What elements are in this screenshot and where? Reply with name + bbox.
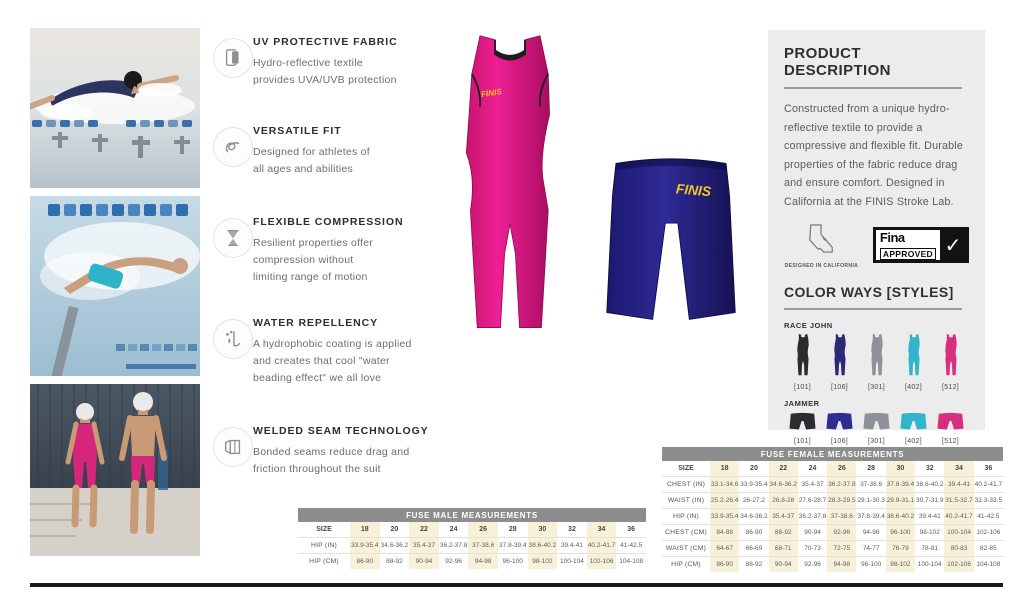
table-cell: 29.1-30.3	[856, 493, 885, 509]
table-cell: 28	[867, 465, 876, 472]
table-title: FUSE MALE MEASUREMENTS	[298, 508, 646, 522]
table-cell: 29.9-31.1	[886, 493, 915, 509]
jammer-thumb-icon	[937, 412, 964, 430]
table-cell: 24	[808, 465, 817, 472]
table-cell: CHEST (CM)	[662, 525, 710, 541]
underwater-swimmer-illustration	[30, 196, 200, 376]
feature-uv-protective-fabric	[213, 30, 441, 89]
table-cell: 35.4-37	[769, 509, 798, 525]
table-cell: HIP (IN)	[298, 538, 350, 554]
feature-welded-seam	[213, 419, 441, 478]
divider	[784, 87, 962, 89]
designed-in-caption: DESIGNED IN CALIFORNIA	[784, 263, 859, 269]
table-cell: 92-96	[439, 554, 469, 570]
feature-text: friction throughout the suit	[253, 463, 381, 475]
photo-two-athletes	[30, 384, 200, 556]
colorway-group-label: RACE JOHN	[784, 321, 833, 330]
table-cell: 66-69	[739, 541, 768, 557]
fina-wordmark: Fina	[879, 230, 905, 245]
feature-title: VERSATILE FIT	[253, 125, 342, 137]
table-cell: 90-94	[409, 554, 439, 570]
male-measurements-table	[298, 508, 646, 569]
style-code: [402]	[904, 384, 923, 391]
freestyle-swimmer-illustration	[30, 28, 200, 188]
table-cell: 34.6-36.2	[769, 477, 798, 493]
panel-title: PRODUCT DESCRIPTION	[784, 45, 891, 79]
colorway-swatch	[821, 334, 858, 391]
colorway-swatch	[784, 334, 821, 391]
table-cell: 38.6-40.2	[915, 477, 944, 493]
style-code: [301]	[867, 438, 886, 445]
table-header-row	[298, 522, 646, 538]
table-cell: 34	[944, 461, 973, 477]
colorway-swatch	[784, 412, 821, 445]
color-ways-section	[784, 321, 969, 445]
photo-underwater-swimmer	[30, 196, 200, 376]
feature-text: all ages and abilities	[253, 163, 354, 175]
checkmark-icon: ✓	[940, 230, 966, 260]
table-cell: 76-79	[886, 541, 915, 557]
kneeskin-thumb-icon	[867, 334, 887, 376]
style-code: [512]	[941, 384, 960, 391]
flex-ribbon-icon	[213, 127, 253, 167]
feature-flexible-compression	[213, 210, 441, 286]
table-title: FUSE FEMALE MEASUREMENTS	[662, 447, 1003, 461]
kneeskin-thumb-icon	[830, 334, 850, 376]
hourglass-compression-icon	[213, 218, 253, 258]
table-cell: 102-106	[587, 554, 617, 570]
colorway-swatch	[858, 412, 895, 445]
table-cell: 84-88	[710, 525, 739, 541]
table-row	[662, 493, 1003, 509]
table-cell: 33.9-35.4	[710, 509, 739, 525]
table-cell: 31.5-32.7	[944, 493, 973, 509]
photo-freestyle-swimmer	[30, 28, 200, 188]
colorway-swatch	[858, 334, 895, 391]
table-cell: 96-100	[498, 554, 528, 570]
table-cell: 104-108	[616, 554, 646, 570]
colorway-swatch	[932, 334, 969, 391]
table-cell: CHEST (IN)	[662, 477, 710, 493]
athletes-on-deck-illustration	[30, 384, 200, 556]
table-cell: 96-100	[856, 557, 885, 573]
table-cell: 37-38.6	[827, 509, 856, 525]
table-cell: 35.4-37	[409, 538, 439, 554]
table-header-row	[662, 461, 1003, 477]
table-cell: 36	[984, 465, 993, 472]
table-cell: 88-92	[769, 525, 798, 541]
table-cell: 68-71	[769, 541, 798, 557]
colorway-group-label: JAMMER	[784, 399, 820, 408]
table-cell: 98-102	[528, 554, 558, 570]
feature-text: Hydro-reflective textile	[253, 57, 363, 69]
colorway-swatch	[895, 334, 932, 391]
table-cell: 30	[886, 461, 915, 477]
table-cell: 37-38.6	[468, 538, 498, 554]
table-row	[298, 554, 646, 570]
table-cell: 32.3-33.5	[974, 493, 1003, 509]
fabric-swatch-icon	[213, 38, 253, 78]
table-cell: 32	[925, 465, 934, 472]
style-code: [101]	[793, 438, 812, 445]
product-description-panel	[768, 30, 985, 445]
measurements-grid	[662, 461, 1003, 572]
feature-water-repellency	[213, 311, 441, 387]
table-cell: 22	[769, 461, 798, 477]
footer-rule	[30, 583, 1003, 587]
table-cell: 37.8-39.4	[886, 477, 915, 493]
table-cell: WAIST (IN)	[662, 493, 710, 509]
table-cell: 28	[508, 526, 517, 533]
table-cell: 27.6-28.7	[798, 493, 827, 509]
table-cell: 96-100	[886, 525, 915, 541]
table-cell: 40.2-41.7	[974, 477, 1003, 493]
feature-text: provides UVA/UVB protection	[253, 74, 397, 86]
table-cell: 100-104	[557, 554, 587, 570]
table-cell: 39.4-41	[557, 538, 587, 554]
finis-logo: FINIS	[675, 181, 712, 200]
table-cell: 41-42.5	[974, 509, 1003, 525]
jammer-thumb-icon	[863, 412, 890, 430]
feature-title: WATER REPELLENCY	[253, 317, 379, 329]
table-cell: 20	[390, 526, 399, 533]
fina-approved-label: APPROVED	[880, 248, 936, 260]
table-cell: 40.2-41.7	[944, 509, 973, 525]
table-cell: WAIST (CM)	[662, 541, 710, 557]
table-cell: 26	[468, 522, 498, 538]
table-cell: 26	[827, 461, 856, 477]
table-cell: 86-90	[710, 557, 739, 573]
table-cell: 86-90	[350, 554, 380, 570]
table-row	[662, 557, 1003, 573]
table-cell: 34.6-36.2	[739, 509, 768, 525]
table-cell: 88-92	[739, 557, 768, 573]
product-description-text: Constructed from a unique hydro-reflective textile to provide a compressive and flexible fit. Durable properties of the fabric reduce drag and ensure comfort. Designed in California at the FINIS Stroke Lab.	[784, 103, 963, 208]
table-cell: 18	[350, 522, 380, 538]
table-cell: 38.6-40.2	[528, 538, 558, 554]
colorway-swatch	[821, 412, 858, 445]
table-cell: 90-94	[798, 525, 827, 541]
table-cell: 39.4-41	[915, 509, 944, 525]
colorway-row	[784, 334, 969, 391]
feature-text: and creates that cool "water	[253, 355, 390, 367]
table-cell: 36.2-37.8	[798, 509, 827, 525]
table-cell: 30.7-31.9	[915, 493, 944, 509]
feature-title: FLEXIBLE COMPRESSION	[253, 216, 404, 228]
table-cell: 33.9-35.4	[739, 477, 768, 493]
feature-title: UV PROTECTIVE FABRIC	[253, 36, 398, 48]
jammer-product-image	[602, 152, 740, 324]
table-cell: 92-96	[827, 525, 856, 541]
table-cell: 98-102	[886, 557, 915, 573]
jammer-thumb-icon	[789, 412, 816, 430]
water-droplets-icon	[213, 319, 253, 359]
feature-text: compression without	[253, 254, 354, 266]
table-cell: HIP (CM)	[298, 554, 350, 570]
table-cell: 72-75	[827, 541, 856, 557]
table-cell: SIZE	[316, 526, 332, 533]
divider	[784, 308, 962, 310]
table-cell: 74-77	[856, 541, 885, 557]
style-code: [106]	[830, 438, 849, 445]
table-cell: HIP (CM)	[662, 557, 710, 573]
lane-line-top	[48, 204, 188, 216]
table-cell: 38.6-40.2	[886, 509, 915, 525]
table-cell: 34.6-36.2	[380, 538, 410, 554]
table-cell: 26.8-28	[769, 493, 798, 509]
colorway-swatch	[895, 412, 932, 445]
table-cell: 70-73	[798, 541, 827, 557]
kneeskin-thumb-icon	[793, 334, 813, 376]
table-cell: 22	[409, 522, 439, 538]
table-cell: 94-98	[827, 557, 856, 573]
table-cell: 39.4-41	[944, 477, 973, 493]
table-cell: 24	[449, 526, 458, 533]
table-cell: 90-94	[769, 557, 798, 573]
kneeskin-product-image	[435, 33, 585, 333]
table-row	[662, 477, 1003, 493]
table-cell: 18	[710, 461, 739, 477]
style-code: [402]	[904, 438, 923, 445]
kneeskin-thumb-icon	[941, 334, 961, 376]
table-cell: 102-106	[944, 557, 973, 573]
table-cell: 94-98	[468, 554, 498, 570]
feature-text: A hydrophobic coating is applied	[253, 338, 412, 350]
welded-seam-icon	[213, 427, 253, 467]
colorway-swatch	[932, 412, 969, 445]
table-cell: 94-98	[856, 525, 885, 541]
measurements-grid	[298, 522, 646, 569]
table-cell: 104-108	[974, 557, 1003, 573]
feature-text: Designed for athletes of	[253, 146, 370, 158]
table-row	[298, 538, 646, 554]
table-cell: 33.1-34.6	[710, 477, 739, 493]
table-cell: 102-106	[974, 525, 1003, 541]
designed-in-california-badge	[784, 224, 859, 269]
feature-title: WELDED SEAM TECHNOLOGY	[253, 425, 429, 437]
feature-text: beading effect" we all love	[253, 372, 382, 384]
table-cell: 88-92	[380, 554, 410, 570]
table-cell: 92-96	[798, 557, 827, 573]
table-cell: 36	[627, 526, 636, 533]
table-cell: 41-42.5	[616, 538, 646, 554]
table-cell: 35.4-37	[798, 477, 827, 493]
style-code: [301]	[867, 384, 886, 391]
table-cell: 37.8-39.4	[498, 538, 528, 554]
feature-text: Resilient properties offer	[253, 237, 374, 249]
female-measurements-table	[662, 447, 1003, 572]
table-cell: 37.8-39.4	[856, 509, 885, 525]
california-outline-icon	[807, 224, 835, 254]
table-cell: 37-38.6	[856, 477, 885, 493]
table-cell: 28.3-29.5	[827, 493, 856, 509]
table-cell: 30	[528, 522, 558, 538]
table-cell: SIZE	[678, 465, 694, 472]
style-code: [101]	[793, 384, 812, 391]
table-cell: 100-104	[915, 557, 944, 573]
table-row	[662, 541, 1003, 557]
jammer-thumb-icon	[900, 412, 927, 430]
style-code: [512]	[941, 438, 960, 445]
jammer-thumb-icon	[826, 412, 853, 430]
table-cell: 86-90	[739, 525, 768, 541]
fina-approved-badge	[873, 227, 969, 263]
table-cell: 20	[750, 465, 758, 472]
table-cell: 34	[587, 522, 617, 538]
kneeskin-thumb-icon	[904, 334, 924, 376]
table-cell: 32	[568, 526, 576, 533]
table-cell: 26-27.2	[739, 493, 768, 509]
table-cell: 36.2-37.8	[439, 538, 469, 554]
table-cell: 98-102	[915, 525, 944, 541]
table-cell: 80-83	[944, 541, 973, 557]
table-cell: 40.2-41.7	[587, 538, 617, 554]
feature-text: limiting range of motion	[253, 271, 368, 283]
table-cell: 36.2-37.8	[827, 477, 856, 493]
feature-text: Bonded seams reduce drag and	[253, 446, 410, 458]
color-ways-title: COLOR WAYS [STYLES]	[784, 284, 954, 300]
style-code: [106]	[830, 384, 849, 391]
table-cell: 33.9-35.4	[350, 538, 380, 554]
feature-versatile-fit	[213, 119, 441, 178]
table-cell: 64-67	[710, 541, 739, 557]
table-row	[662, 525, 1003, 541]
finis-logo: FINIS	[480, 87, 503, 100]
table-cell: 78-81	[915, 541, 944, 557]
table-cell: 82-85	[974, 541, 1003, 557]
colorway-row	[784, 412, 969, 445]
table-cell: HIP (IN)	[662, 509, 710, 525]
table-row	[662, 509, 1003, 525]
table-cell: 25.2-26.4	[710, 493, 739, 509]
table-cell: 100-104	[944, 525, 973, 541]
